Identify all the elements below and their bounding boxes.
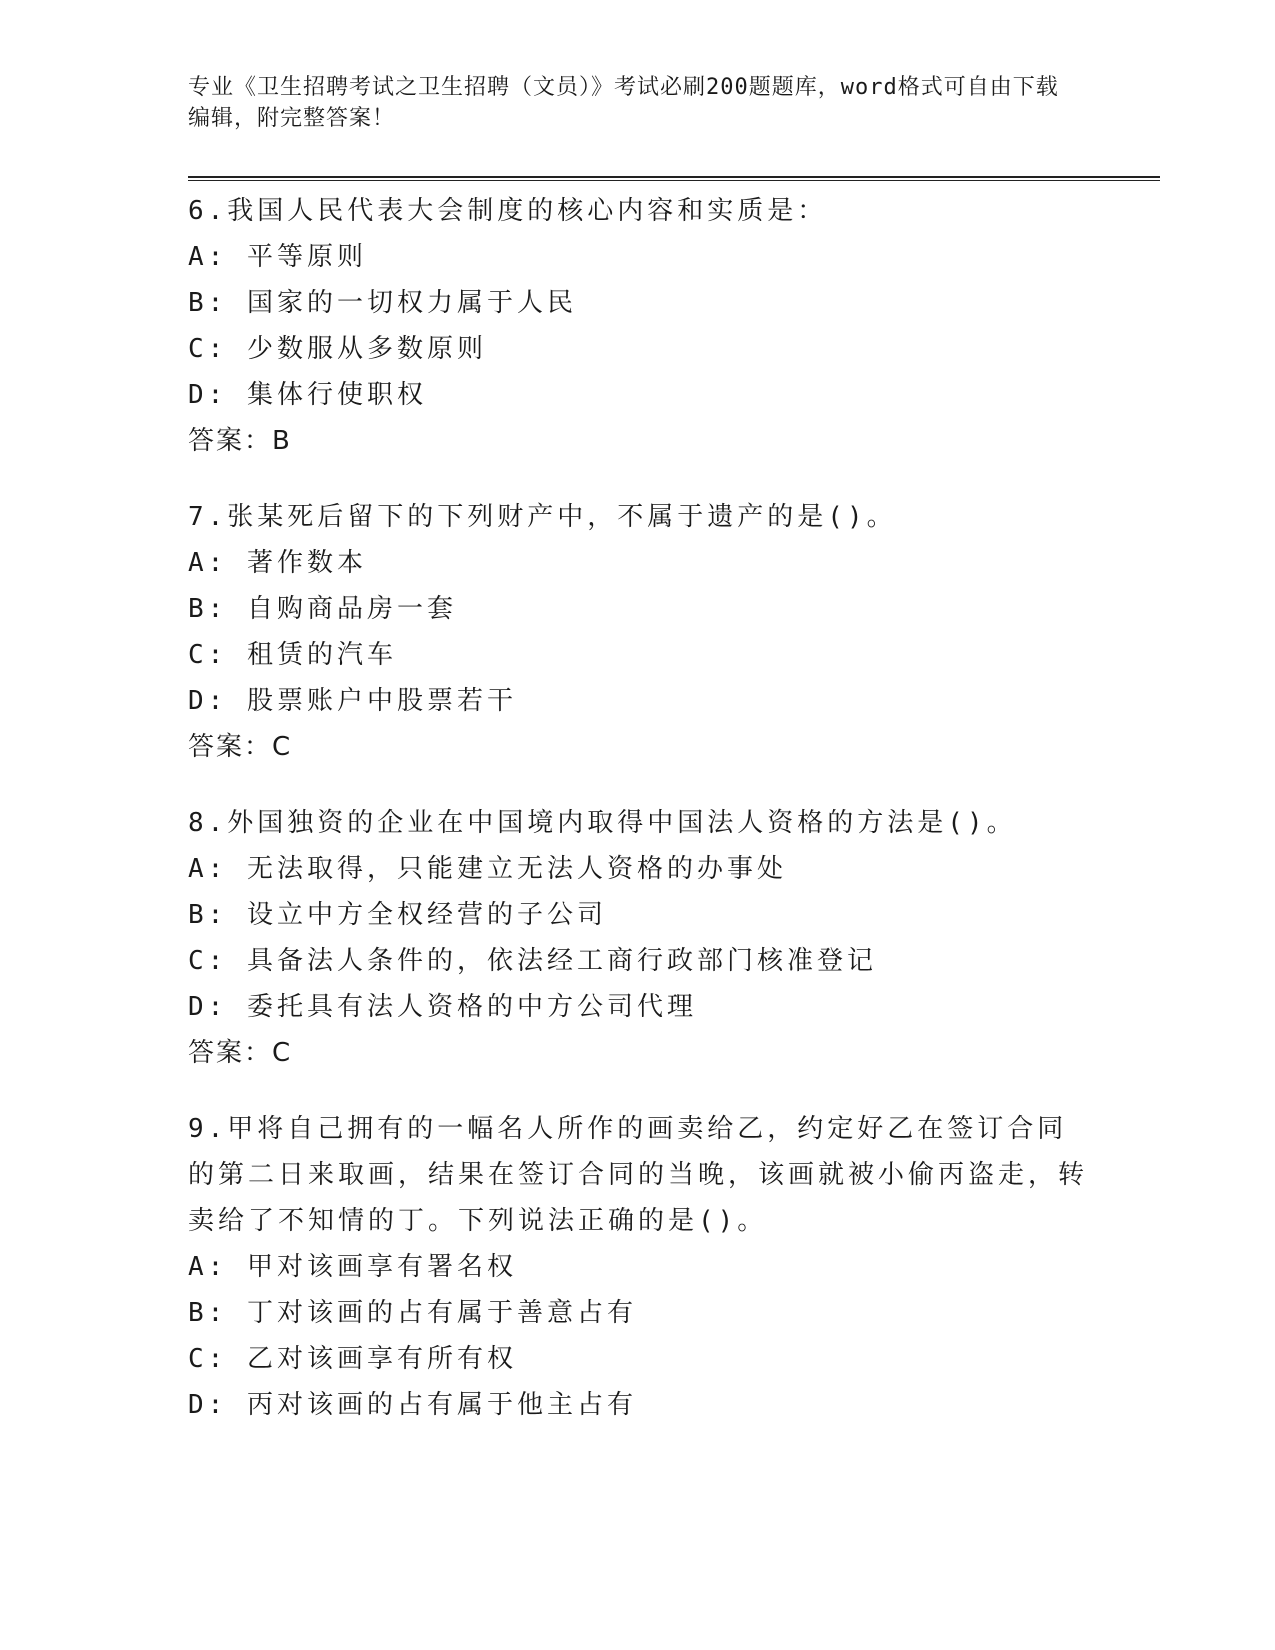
question-list (188, 188, 1088, 1458)
option-c: C: 具备法人条件的，依法经工商行政部门核准登记 (188, 946, 877, 976)
answer-line: 答案：C (188, 732, 293, 762)
answer-line: 答案：C (188, 1038, 293, 1068)
option-a: A: 著作数本 (188, 548, 367, 578)
question-item (188, 800, 1088, 1076)
question-item (188, 494, 1088, 770)
question-stem: 8.外国独资的企业在中国境内取得中国法人资格的方法是()。 (188, 808, 1017, 838)
option-b: B: 国家的一切权力属于人民 (188, 288, 577, 318)
answer-line: 答案：B (188, 426, 292, 456)
question-stem: 9.甲将自己拥有的一幅名人所作的画卖给乙，约定好乙在签订合同的第二日来取画，结果在签订合同的当晚，该画就被小偷丙盗走，转卖给了不知情的丁。下列说法正确的是()。 (188, 1114, 1089, 1236)
option-b: B: 丁对该画的占有属于善意占有 (188, 1298, 637, 1328)
option-d: D: 股票账户中股票若干 (188, 686, 517, 716)
option-c: C: 少数服从多数原则 (188, 334, 487, 364)
document-header: 专业《卫生招聘考试之卫生招聘（文员）》考试必刷200题题库，word格式可自由下载编辑，附完整答案！ (188, 75, 1059, 131)
question-stem: 6.我国人民代表大会制度的核心内容和实质是： (188, 196, 828, 226)
option-b: B: 设立中方全权经营的子公司 (188, 900, 607, 930)
option-a: A: 无法取得，只能建立无法人资格的办事处 (188, 854, 787, 884)
option-d: D: 集体行使职权 (188, 380, 427, 410)
option-d: D: 丙对该画的占有属于他主占有 (188, 1390, 637, 1420)
option-b: B: 自购商品房一套 (188, 594, 457, 624)
question-stem: 7.张某死后留下的下列财产中，不属于遗产的是()。 (188, 502, 897, 532)
header-divider (188, 176, 1160, 181)
question-item (188, 188, 1088, 464)
option-a: A: 甲对该画享有署名权 (188, 1252, 517, 1282)
option-c: C: 乙对该画享有所有权 (188, 1344, 517, 1374)
option-c: C: 租赁的汽车 (188, 640, 397, 670)
question-item (188, 1106, 1088, 1428)
option-d: D: 委托具有法人资格的中方公司代理 (188, 992, 697, 1022)
option-a: A: 平等原则 (188, 242, 367, 272)
